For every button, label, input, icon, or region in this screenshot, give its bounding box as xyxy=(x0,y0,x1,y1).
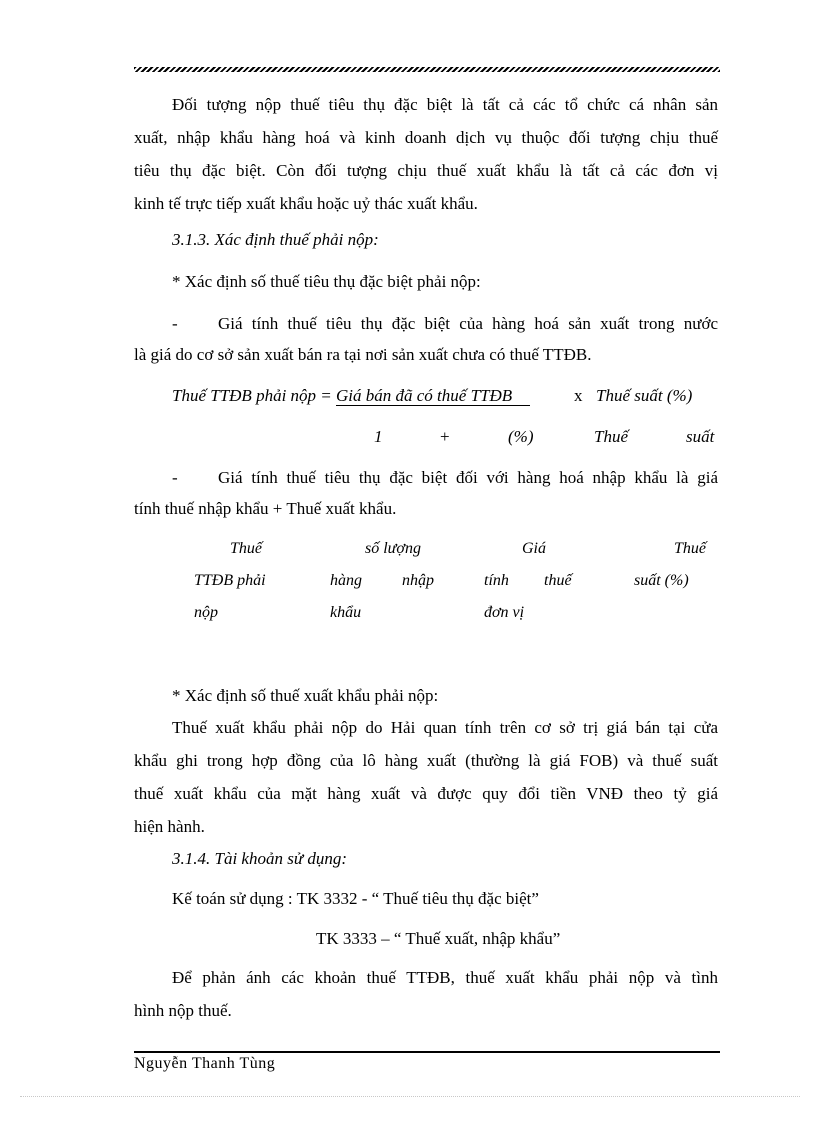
formula1-op: x xyxy=(574,386,583,405)
subheading-xuat-khau: * Xác định số thuế xuất khẩu phải nộp: xyxy=(172,686,439,705)
item2-dash: - xyxy=(172,468,178,487)
formula1-rate: Thuế suất (%) xyxy=(596,386,693,405)
footer-author: Nguyễn Thanh Tùng xyxy=(134,1055,276,1072)
para1-line4: kinh tế trực tiếp xuất khẩu hoặc uỷ thác xuất khẩu. xyxy=(134,194,478,213)
item1-line1: Giá tính thuế tiêu thụ đặc biệt của hàng hoá sản xuất trong nước xyxy=(218,314,718,333)
formula1-denom-plus: + xyxy=(440,427,450,446)
item1-line2: là giá do cơ sở sản xuất bán ra tại nơi sản xuất chưa có thuế TTĐB. xyxy=(134,345,592,364)
formula2-c3-l3: đơn vị xyxy=(484,604,525,621)
item2-line1: Giá tính thuế tiêu thụ đặc biệt đối với hàng hoá nhập khẩu là giá xyxy=(218,468,718,487)
formula2-c4-l1: Thuế xyxy=(674,540,706,557)
formula2-c2-l2b: nhập xyxy=(402,572,434,589)
formula1-denom-suat: suất xyxy=(686,427,715,446)
para2-line4: hiện hành. xyxy=(134,817,205,836)
formula1-denom-thue: Thuế xyxy=(594,427,628,446)
formula2-c1-l1: Thuế xyxy=(230,540,262,557)
item1-dash: - xyxy=(172,314,178,333)
formula1-denom-pct: (%) xyxy=(508,427,534,446)
para2-line3: thuế xuất khẩu của mặt hàng xuất và được quy đổi tiền VNĐ theo tỷ giá xyxy=(134,784,718,803)
heading-3-1-3: 3.1.3. Xác định thuế phải nộp: xyxy=(172,230,379,249)
formula2-c2-l1: số lượng xyxy=(365,540,421,557)
footer-rule xyxy=(134,1051,720,1053)
para3-line2: hình nộp thuế. xyxy=(134,1001,232,1020)
subheading-ttdb: * Xác định số thuế tiêu thụ đặc biệt phải nộp: xyxy=(172,272,481,291)
item2-line2: tính thuế nhập khẩu + Thuế xuất khẩu. xyxy=(134,499,397,518)
formula2-c3-l2b: thuế xyxy=(544,572,572,589)
formula2-c3-l2a: tính xyxy=(484,572,509,589)
account-tk3332: Kế toán sử dụng : TK 3332 - “ Thuế tiêu thụ đặc biệt” xyxy=(172,889,539,908)
formula2-c2-l2a: hàng xyxy=(330,572,362,589)
formula1-lhs: Thuế TTĐB phải nộp = xyxy=(172,386,337,405)
para2-line1: Thuế xuất khẩu phải nộp do Hải quan tính trên cơ sở trị giá bán tại cửa xyxy=(172,718,718,737)
formula2-c1-l2: TTĐB phải xyxy=(194,572,266,589)
formula2-c2-l3: khẩu xyxy=(330,604,362,621)
formula2-c1-l3: nộp xyxy=(194,604,218,621)
formula2-c3-l1: Giá xyxy=(522,540,546,557)
para1-line1: Đối tượng nộp thuế tiêu thụ đặc biệt là tất cả các tổ chức cá nhân sản xyxy=(172,95,718,114)
formula1 xyxy=(172,386,530,406)
formula2-c4-l2: suất (%) xyxy=(634,572,689,589)
para1-line3: tiêu thụ đặc biệt. Còn đối tượng chịu thuế xuất khẩu là tất cả các đơn vị xyxy=(134,161,718,180)
formula1-numerator: Giá bán đã có thuế TTĐB xyxy=(336,386,530,406)
page-bottom-dotted-line xyxy=(20,1096,800,1097)
heading-3-1-4: 3.1.4. Tài khoản sử dụng: xyxy=(172,849,348,868)
para1-line2: xuất, nhập khẩu hàng hoá và kinh doanh dịch vụ thuộc đối tượng chịu thuế xyxy=(134,128,718,147)
para2-line2: khẩu ghi trong hợp đồng của lô hàng xuất (thường là giá FOB) và thuế suất xyxy=(134,751,718,770)
formula1-denom-1: 1 xyxy=(374,427,383,446)
account-tk3333: TK 3333 – “ Thuế xuất, nhập khẩu” xyxy=(316,929,561,948)
header-decorative-rule xyxy=(134,67,720,72)
para3-line1: Để phản ánh các khoản thuế TTĐB, thuế xuất khẩu phải nộp và tình xyxy=(172,968,718,987)
